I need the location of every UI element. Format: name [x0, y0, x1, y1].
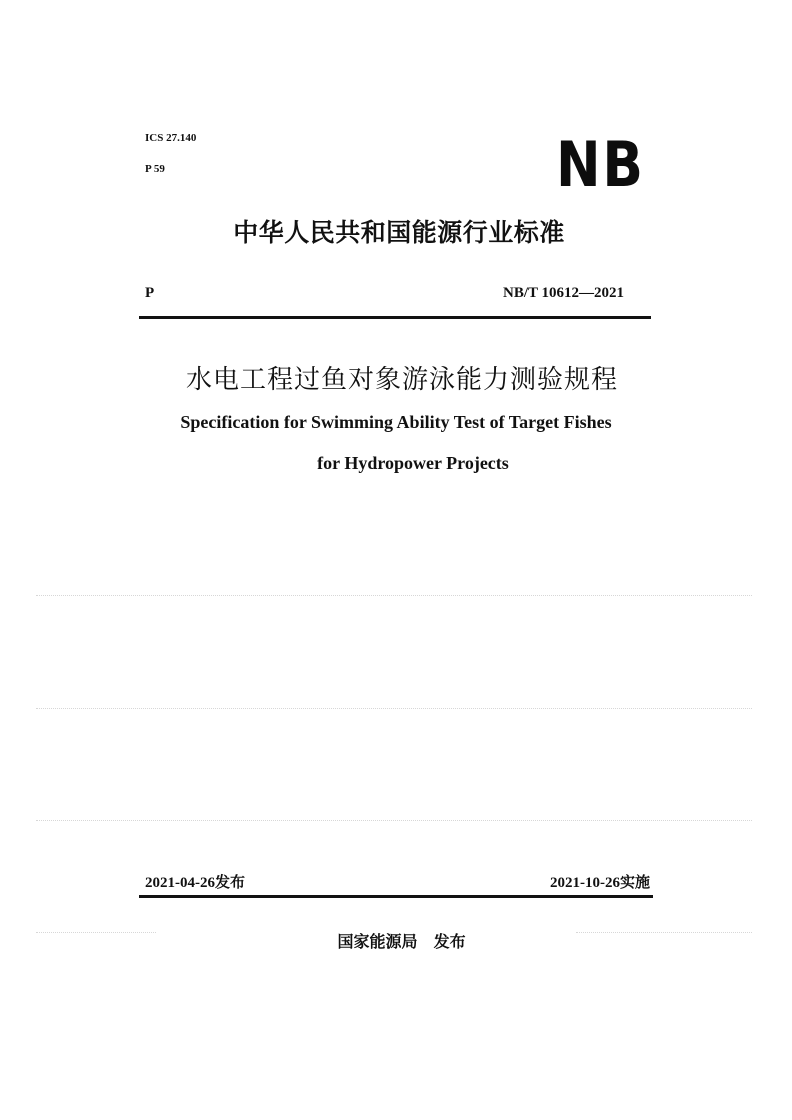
- bottom-rule: [139, 895, 653, 898]
- document-title-chinese: 水电工程过鱼对象游泳能力测验规程: [185, 365, 618, 395]
- ics-code: ICS 27.140: [145, 132, 197, 144]
- issuer-line: [0, 906, 792, 954]
- standard-number: NB/T 10612—2021: [503, 285, 624, 301]
- dotted-guide-line: [36, 595, 752, 596]
- implementation-date: [430, 872, 650, 893]
- ccs-code: P 59: [145, 163, 165, 175]
- standard-title: 中华人民共和国能源行业标准: [233, 218, 565, 247]
- implementation-date-value: 2021-10-26: [549, 875, 620, 891]
- classification-code: P: [145, 285, 155, 301]
- issue-label: 发布: [215, 873, 246, 891]
- issuer-action: 发布: [433, 932, 466, 951]
- dotted-guide-line: [36, 820, 752, 821]
- top-rule: [139, 316, 651, 319]
- document-title-english-line2: for Hydropower Projects: [317, 453, 509, 473]
- implementation-label: 实施: [619, 873, 650, 891]
- issue-date: [145, 872, 245, 893]
- issue-date-value: 2021-04-26: [145, 875, 215, 891]
- dotted-guide-line: [36, 708, 752, 709]
- nb-logo: NB: [556, 128, 645, 201]
- issuer-name: 国家能源局: [337, 932, 418, 951]
- document-title-english-line1: Specification for Swimming Ability Test of Target Fishes: [180, 412, 612, 432]
